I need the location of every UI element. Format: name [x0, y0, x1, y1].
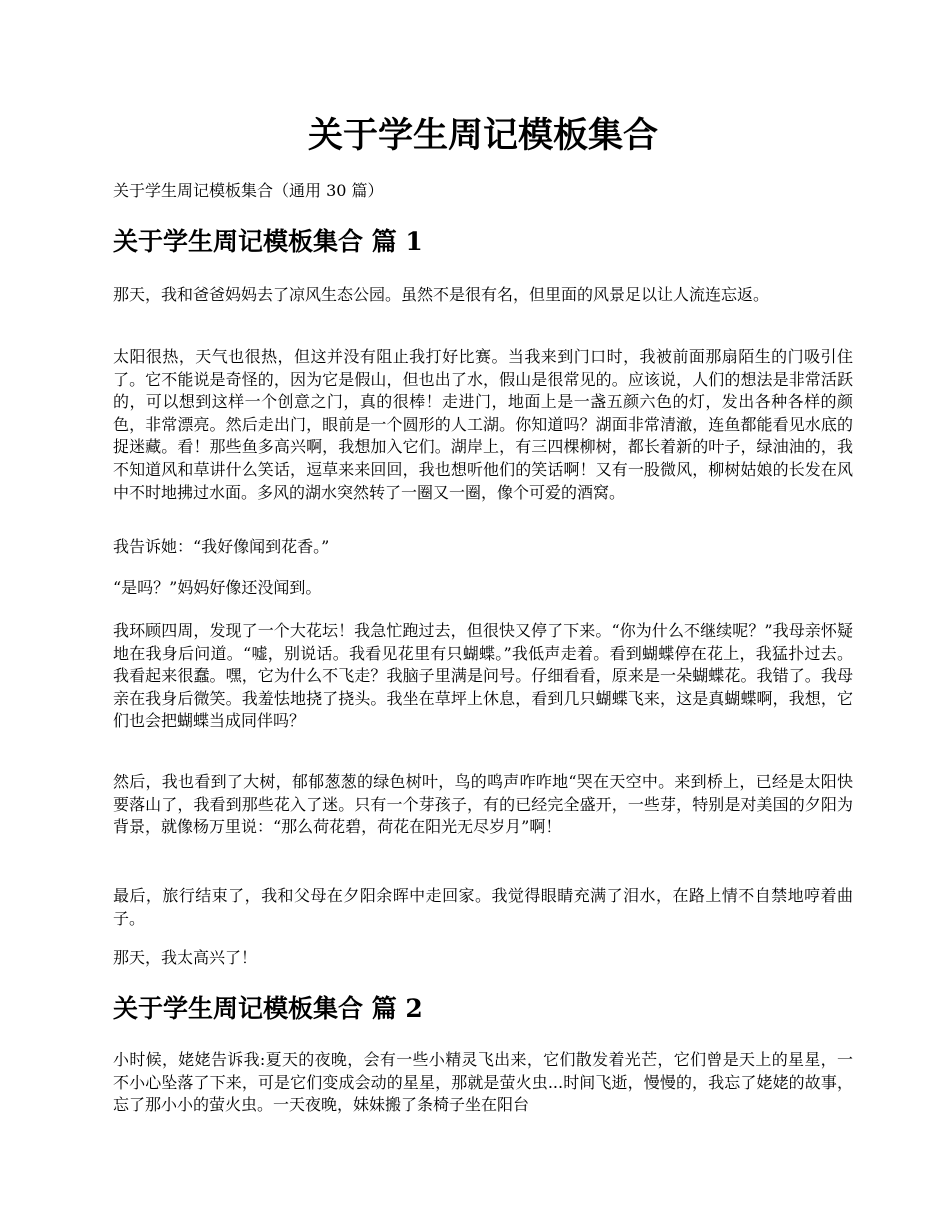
paragraph: 然后，我也看到了大树，郁郁葱葱的绿色树叶，鸟的鸣声咋咋地“哭在天空中。来到桥上，已经是太阳快要落山了，我看到那些花入了迷。只有一个芽孩子，有的已经完全盛开，一些芽，特别是对美国的夕阳为背景，就像杨万里说：“那么荷花碧，荷花在阳光无尽岁月”啊！ [113, 772, 853, 837]
paragraph: 那天，我和爸爸妈妈去了凉风生态公园。虽然不是很有名，但里面的风景足以让人流连忘返。 [113, 285, 770, 304]
paragraph: 小时候，姥姥告诉我:夏天的夜晚，会有一些小精灵飞出来，它们散发着光芒，它们曾是天上的星星，一不小心坠落了下来，可是它们变成会动的星星，那就是萤火虫...时间飞逝，慢慢的，我忘了姥姥的故事，忘了那小小的萤火虫。一天夜晚，妹妹搬了条椅子坐在阳台 [113, 1050, 853, 1115]
paragraph: 最后，旅行结束了，我和父母在夕阳余晖中走回家。我觉得眼睛充满了泪水，在路上情不自禁地哼着曲子。 [113, 886, 853, 928]
section-heading-2: 关于学生周记模板集合 篇 2 [113, 994, 423, 1023]
paragraph: 太阳很热，天气也很热，但这并没有阻止我打好比赛。当我来到门口时，我被前面那扇陌生的门吸引住了。它不能说是奇怪的，因为它是假山，但也出了水，假山是很常见的。应该说，人们的想法是非常活跃的，可以想到这样一个创意之门，真的很棒！走进门，地面上是一盏五颜六色的灯，发出各种各样的颜色，非常漂亮。然后走出门，眼前是一个圆形的人工湖。你知道吗？湖面非常清澈，连鱼都能看见水底的捉迷藏。看！那些鱼多高兴啊，我想加入它们。湖岸上，有三四棵柳树，都长着新的叶子，绿油油的，我不知道风和草讲什么笑话，逗草来来回回，我也想听他们的笑话啊！又有一股微风，柳树姑娘的长发在风中不时地拂过水面。多风的湖水突然转了一圈又一圈，像个可爱的酒窝。 [113, 347, 853, 502]
section-heading-1: 关于学生周记模板集合 篇 1 [113, 227, 423, 256]
paragraph: 那天，我太高兴了！ [113, 948, 258, 967]
document-title: 关于学生周记模板集合 [307, 115, 658, 156]
paragraph: 我环顾四周，发现了一个大花坛！我急忙跑过去，但很快又停了下来。“你为什么不继续呢？”我母亲怀疑地在我身后问道。“嘘，别说话。我看见花里有只蝴蝶。”我低声走着。看到蝴蝶停在花上，我猛扑过去。我看起来很蠢。嘿，它为什么不飞走？我脑子里满是问号。仔细看看，原来是一朵蝴蝶花。我错了。我母亲在我身后微笑。我羞怯地挠了挠头。我坐在草坪上休息，看到几只蝴蝶飞来，这是真蝴蝶啊，我想，它们也会把蝴蝶当成同伴吗？ [113, 621, 853, 731]
paragraph: “是吗？”妈妈好像还没闻到。 [113, 578, 322, 597]
document-subtitle: 关于学生周记模板集合（通用 30 篇） [113, 181, 384, 200]
paragraph: 我告诉她：“我好像闻到花香。” [113, 537, 330, 556]
